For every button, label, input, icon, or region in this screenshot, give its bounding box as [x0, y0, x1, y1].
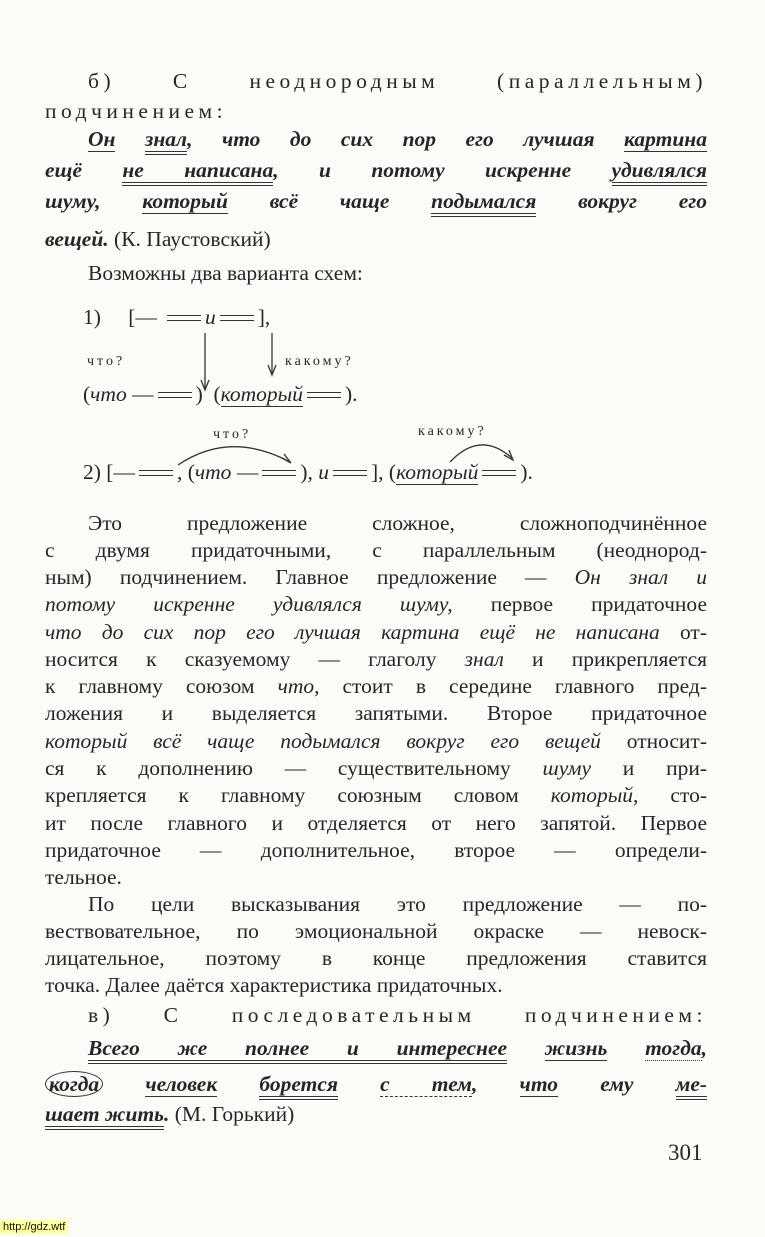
- text-segment: от-: [659, 620, 707, 644]
- text-segment: Он знал и: [574, 565, 707, 589]
- text-segment: ложения и выделяется запятыми. Второе придаточное: [45, 701, 707, 725]
- scheme-1-subordinate-clauses: (что — ) (который ).: [83, 382, 358, 406]
- text-segment: потому искренне удивлялся шуму,: [45, 592, 453, 616]
- text-segment: [338, 1072, 380, 1096]
- explanation-line: [45, 673, 707, 699]
- text-segment: придаточное — дополнительное, второе — определи-: [45, 838, 707, 862]
- text-segment: лицательное, поэтому в конце предложения ставится: [45, 946, 707, 970]
- conjunction: и: [318, 460, 329, 484]
- scheme-number: 2): [83, 460, 101, 484]
- text-segment: , и потому искренне: [273, 158, 612, 182]
- marked-word: Всего же полнее и интереснее: [88, 1036, 507, 1064]
- question-label: какому?: [418, 424, 487, 439]
- text-segment: первое придаточное: [452, 592, 707, 616]
- marked-word: подымался: [431, 189, 536, 217]
- text-segment: ,: [701, 1036, 708, 1060]
- text-segment: точка. Далее даётся характеристика придаточных.: [45, 973, 503, 997]
- conjunction: и: [204, 305, 216, 329]
- explanation-line: [45, 864, 707, 890]
- text-segment: ,: [472, 1072, 520, 1096]
- text-segment: вещей.: [45, 227, 109, 251]
- marked-word: тогда: [645, 1036, 702, 1060]
- section-v-line: [45, 1101, 707, 1127]
- text-segment: ным) подчинением. Главное предложение —: [45, 565, 575, 589]
- text-segment: шуму: [542, 756, 592, 780]
- text-segment: ит после главного и отделяется от него запятой. Первое: [45, 811, 707, 835]
- text-segment: (М. Горький): [169, 1102, 295, 1126]
- text-segment: По цели высказывания это предложение — по-: [88, 892, 707, 916]
- text-segment: который: [550, 783, 634, 807]
- text-segment: относит-: [600, 729, 707, 753]
- marked-word: Он: [88, 127, 116, 151]
- text-segment: Это предложение сложное, сложноподчинённое: [88, 511, 707, 535]
- marked-word: что: [519, 1072, 559, 1096]
- text-segment: который всё чаще подымался вокруг его вещей: [45, 729, 601, 753]
- text-segment: с двумя придаточными, с параллельным (неоднород-: [45, 538, 707, 562]
- text-segment: шуму,: [45, 189, 143, 213]
- watermark: http://gdz.wtf: [0, 1220, 68, 1234]
- explanation-line: [45, 728, 707, 754]
- marked-word: ме-: [676, 1072, 707, 1100]
- marked-word: жизнь: [544, 1036, 608, 1060]
- marked-word: удивлялся: [612, 158, 707, 186]
- explanation-line: [45, 646, 707, 672]
- marked-word: картина: [624, 127, 707, 151]
- text-segment: [217, 1072, 259, 1096]
- marked-word: когда: [45, 1071, 103, 1097]
- scheme-number: 1): [83, 305, 101, 329]
- section-v-line: [45, 1071, 707, 1097]
- text-segment: и при-: [591, 756, 707, 780]
- explanation-line: [88, 891, 707, 917]
- question-label: какому?: [285, 354, 354, 369]
- marked-word: борется: [259, 1072, 338, 1100]
- explanation-line: [45, 537, 707, 563]
- conjunction: что: [194, 460, 232, 484]
- text-segment: подчинением:: [45, 99, 228, 123]
- explanation-line: [45, 837, 707, 863]
- relative-word: который: [396, 460, 479, 484]
- text-segment: , стоит в середине главного пред-: [314, 674, 707, 698]
- text-segment: Возможны два варианта схем:: [88, 261, 363, 285]
- marked-word: знал: [145, 127, 187, 155]
- explanation-line: [45, 564, 707, 590]
- explanation-line: [45, 945, 707, 971]
- marked-word: не написана: [122, 158, 273, 186]
- text-segment: что: [277, 674, 315, 698]
- scheme-2-line: 2) [— , (что — ), и ], (который ).: [83, 460, 533, 484]
- explanation-line: [45, 918, 707, 944]
- text-segment: б) С неоднородным (параллельным): [88, 69, 707, 93]
- text-segment: знал: [464, 647, 504, 671]
- explanation-line: [45, 810, 707, 836]
- text-segment: ся к дополнению — существительному: [45, 756, 543, 780]
- scheme-1-main-clause: 1) [— и ],: [83, 305, 271, 329]
- page-number: 301: [668, 1140, 703, 1165]
- marked-word: который: [142, 189, 228, 213]
- text-segment: [103, 1072, 145, 1096]
- text-segment: всё чаще: [227, 189, 432, 213]
- marked-word: шает жить: [45, 1102, 164, 1130]
- text-segment: вествовательное, по эмоциональной окраске — невоск-: [45, 919, 707, 943]
- marked-word: с тем: [380, 1072, 472, 1096]
- text-segment: носится к сказуемому — глаголу: [45, 647, 465, 671]
- explanation-line: [45, 619, 707, 645]
- text-segment: , что до сих пор его лучшая: [187, 127, 625, 151]
- text-segment: крепляется к главному союзным словом: [45, 783, 551, 807]
- relative-word: который: [220, 382, 303, 406]
- text-segment: в) С последовательным подчинением:: [88, 1003, 707, 1027]
- explanation-line: [45, 700, 707, 726]
- text-segment: вокруг его: [536, 189, 707, 213]
- text-segment: что до сих пор его лучшая картина ещё не написана: [45, 620, 660, 644]
- text-segment: тельное.: [45, 865, 122, 889]
- marked-word: человек: [145, 1072, 218, 1096]
- question-label: что?: [87, 354, 126, 369]
- explanation-line: [45, 591, 707, 617]
- text-segment: [507, 1036, 545, 1060]
- scheme-2-arrows: [0, 0, 765, 500]
- text-segment: , сто-: [633, 783, 707, 807]
- text-segment: и прикрепляется: [503, 647, 707, 671]
- text-segment: .: [164, 1102, 170, 1126]
- text-segment: к главному союзом: [45, 674, 278, 698]
- explanation-line: [45, 755, 707, 781]
- question-label: что?: [213, 427, 252, 442]
- text-segment: ему: [558, 1072, 676, 1096]
- text-segment: ещё: [45, 158, 123, 182]
- conjunction: что: [90, 382, 127, 406]
- section-v-line: [88, 1035, 707, 1061]
- explanation-line: [45, 972, 707, 998]
- explanation-line: [45, 782, 707, 808]
- text-segment: (К. Паустовский): [108, 227, 271, 251]
- section-v-line: [88, 1002, 707, 1028]
- explanation-line: [88, 510, 707, 536]
- text-segment: [607, 1036, 645, 1060]
